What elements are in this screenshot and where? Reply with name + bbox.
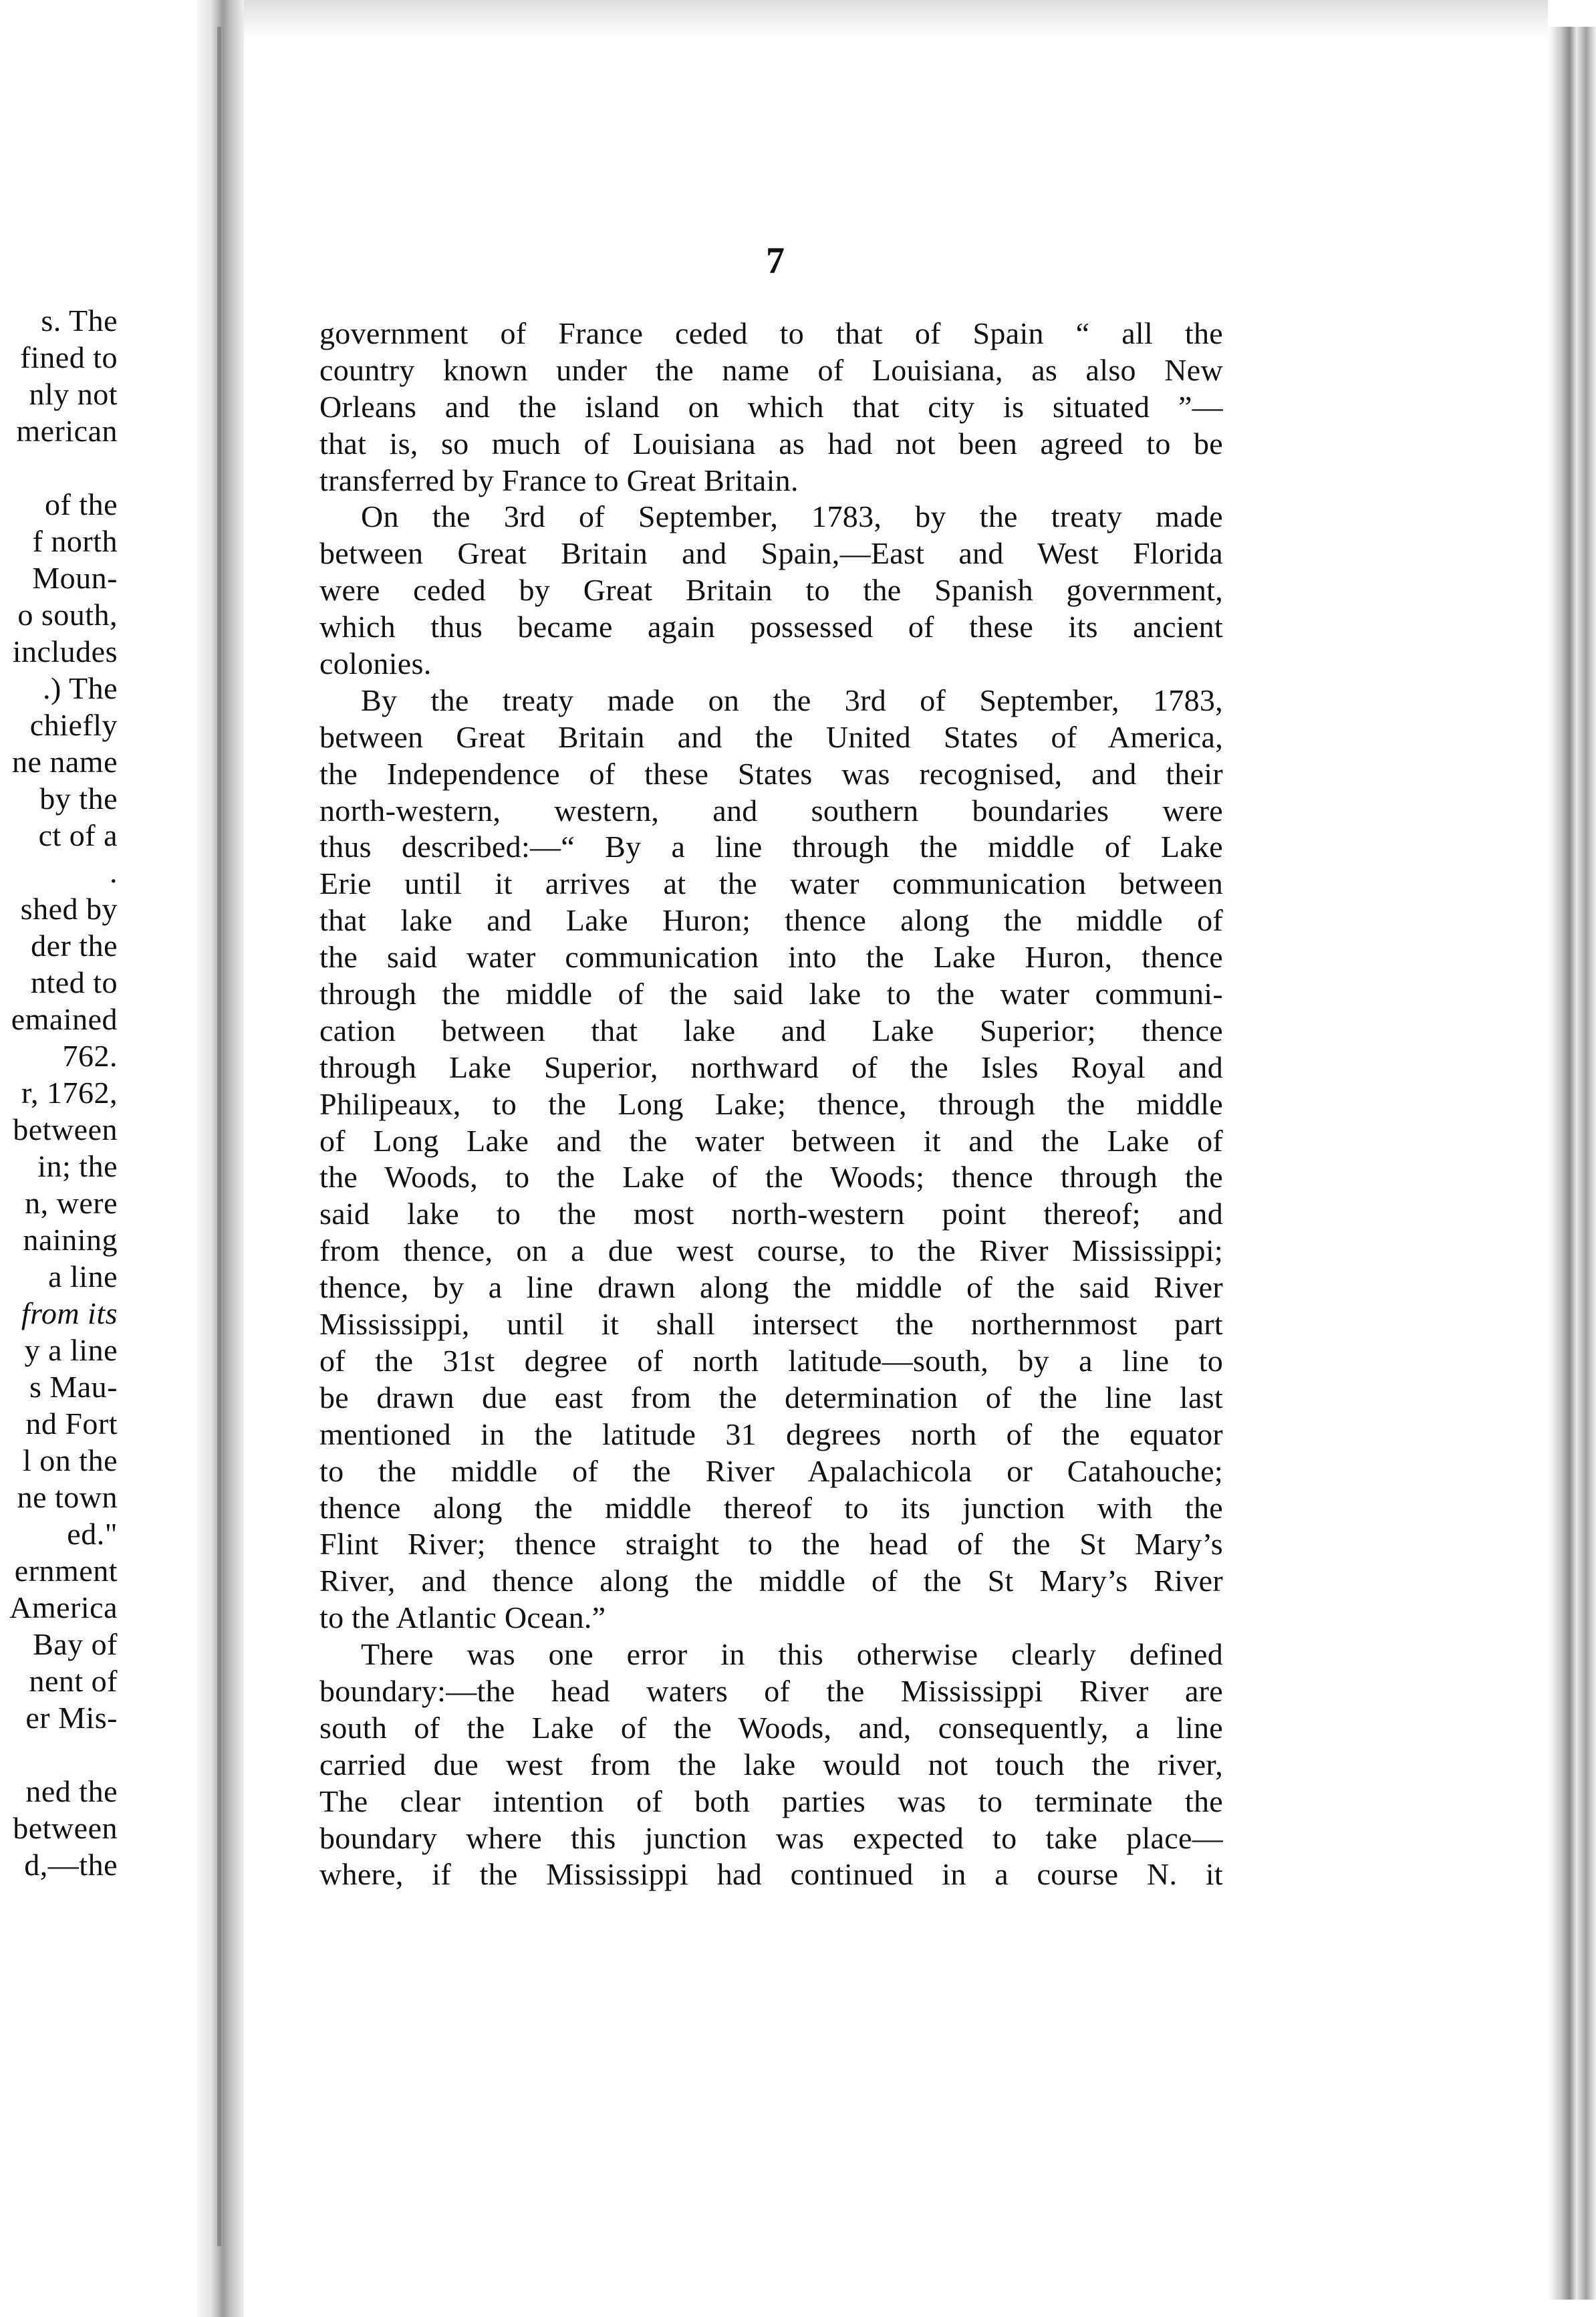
left-page-line: er Mis- bbox=[25, 1701, 118, 1735]
text-line: The clear intention of both parties was to terminate the bbox=[319, 1784, 1223, 1818]
left-page-line: r, 1762, bbox=[21, 1076, 118, 1110]
left-page-line: from its bbox=[21, 1296, 118, 1330]
left-page-line: ne town bbox=[17, 1480, 118, 1514]
text-line: to the middle of the River Apalachicola or Catahouche; bbox=[319, 1453, 1223, 1488]
text-line: Erie until it arrives at the water communication between bbox=[319, 866, 1223, 901]
left-page-line: by the bbox=[39, 781, 118, 816]
left-page-line: fined to bbox=[20, 340, 118, 374]
left-page-line: includes bbox=[12, 634, 118, 668]
text-line: cation between that lake and Lake Superior; thence bbox=[319, 1013, 1223, 1048]
left-page-line: s Mau- bbox=[29, 1370, 118, 1404]
left-page-line: Moun- bbox=[32, 561, 118, 595]
left-page-line: d,—the bbox=[24, 1848, 118, 1882]
left-page-line: nent of bbox=[29, 1664, 118, 1698]
left-page-line: Bay of bbox=[33, 1627, 118, 1661]
left-page-line: nd Fort bbox=[25, 1407, 118, 1441]
text-line: that lake and Lake Huron; thence along the middle of bbox=[319, 903, 1223, 938]
text-line: the said water communication into the Lake Huron, thence bbox=[319, 940, 1223, 975]
main-text-block bbox=[319, 316, 1223, 1893]
page-edge-right bbox=[1548, 27, 1596, 2300]
text-line: between Great Britain and Spain,—East and West Florida bbox=[319, 536, 1223, 571]
text-line: be drawn due east from the determination of the line last bbox=[319, 1380, 1223, 1415]
gutter-shadow-line bbox=[217, 27, 221, 2246]
text-line: mentioned in the latitude 31 degrees north of the equator bbox=[319, 1417, 1223, 1451]
left-page-line: nted to bbox=[31, 965, 118, 999]
text-line: to the Atlantic Ocean.” bbox=[319, 1600, 606, 1635]
text-line: River, and thence along the middle of the St Mary’s River bbox=[319, 1564, 1223, 1598]
text-line: colonies. bbox=[319, 646, 432, 681]
text-line: of the 31st degree of north latitude—south, by a line to bbox=[319, 1343, 1223, 1378]
left-page-line: naining bbox=[23, 1223, 118, 1257]
text-line: Mississippi, until it shall intersect the northernmost part bbox=[319, 1307, 1223, 1342]
left-page-line: f north bbox=[32, 524, 118, 558]
left-page-line: between bbox=[13, 1811, 118, 1845]
text-line: were ceded by Great Britain to the Spanish government, bbox=[319, 573, 1223, 608]
page-number: 7 bbox=[766, 240, 785, 281]
text-line: boundary where this junction was expected to take place— bbox=[319, 1820, 1223, 1855]
page-top-shadow bbox=[244, 0, 1548, 40]
text-line: There was one error in this otherwise clearly defined bbox=[361, 1637, 1223, 1672]
left-page-line: shed by bbox=[20, 892, 118, 926]
left-page-line: emained bbox=[11, 1002, 118, 1036]
text-line: carried due west from the lake would not touch the river, bbox=[319, 1747, 1223, 1782]
left-page-line: ned the bbox=[25, 1774, 118, 1808]
text-line: the Independence of these States was recognised, and their bbox=[319, 756, 1223, 791]
left-page-line: ct of a bbox=[38, 818, 118, 852]
left-page-line: a line bbox=[48, 1259, 118, 1294]
left-page-line: . bbox=[110, 855, 118, 889]
left-page-line: 762. bbox=[62, 1039, 118, 1073]
text-line: transferred by France to Great Britain. bbox=[319, 463, 799, 497]
text-line: from thence, on a due west course, to the River Mississippi; bbox=[319, 1233, 1223, 1268]
text-line: Orleans and the island on which that city is situated ”— bbox=[319, 389, 1223, 424]
text-line: between Great Britain and the United States of America, bbox=[319, 719, 1223, 754]
text-line: thence along the middle thereof to its junction with the bbox=[319, 1490, 1223, 1525]
text-line: north-western, western, and southern boundaries were bbox=[319, 793, 1223, 828]
text-line: said lake to the most north-western point thereof; and bbox=[319, 1197, 1223, 1231]
left-page-line: s. The bbox=[41, 303, 118, 338]
left-page-line: ernment bbox=[14, 1554, 118, 1588]
left-page-line: ne name bbox=[11, 745, 118, 779]
left-page-line: in; the bbox=[37, 1149, 118, 1183]
left-page-fragment bbox=[0, 302, 118, 1907]
text-line: through Lake Superior, northward of the Isles Royal and bbox=[319, 1050, 1223, 1084]
left-page-line: .) The bbox=[42, 671, 118, 705]
left-page-line: o south, bbox=[17, 598, 118, 632]
text-line: of Long Lake and the water between it and the Lake of bbox=[319, 1123, 1223, 1158]
text-line: the Woods, to the Lake of the Woods; thence through the bbox=[319, 1160, 1223, 1195]
left-page-line: y a line bbox=[24, 1333, 118, 1367]
text-line: where, if the Mississippi had continued in a course N. it bbox=[319, 1857, 1223, 1892]
text-line: thence, by a line drawn along the middle of the said River bbox=[319, 1270, 1223, 1305]
left-page-line: der the bbox=[31, 929, 118, 963]
left-page-line: merican bbox=[16, 414, 118, 448]
left-page-line: of the bbox=[44, 487, 118, 521]
text-line: through the middle of the said lake to the water communi- bbox=[319, 977, 1223, 1011]
left-page-line: ed." bbox=[67, 1517, 118, 1551]
text-line: which thus became again possessed of these its ancient bbox=[319, 610, 1223, 644]
text-line: thus described:—“ By a line through the middle of Lake bbox=[319, 830, 1223, 864]
left-page-line: n, were bbox=[25, 1186, 118, 1220]
text-line: south of the Lake of the Woods, and, consequently, a line bbox=[319, 1710, 1223, 1745]
text-line: Philipeaux, to the Long Lake; thence, through the middle bbox=[319, 1086, 1223, 1121]
text-line: that is, so much of Louisiana as had not been agreed to be bbox=[319, 426, 1223, 461]
left-page-line: America bbox=[9, 1590, 118, 1624]
left-page-line: l on the bbox=[23, 1443, 118, 1477]
text-line: boundary:—the head waters of the Mississippi River are bbox=[319, 1673, 1223, 1708]
text-line: government of France ceded to that of Spain “ all the bbox=[319, 316, 1223, 350]
left-page-line: nly not bbox=[29, 377, 118, 411]
text-line: Flint River; thence straight to the head of the St Mary’s bbox=[319, 1527, 1223, 1562]
left-page-line: between bbox=[13, 1112, 118, 1146]
text-line: On the 3rd of September, 1783, by the treaty made bbox=[361, 499, 1223, 534]
text-line: By the treaty made on the 3rd of September, 1783, bbox=[361, 683, 1223, 717]
left-page-line: chiefly bbox=[29, 708, 118, 742]
text-line: country known under the name of Louisiana, as also New bbox=[319, 352, 1223, 387]
